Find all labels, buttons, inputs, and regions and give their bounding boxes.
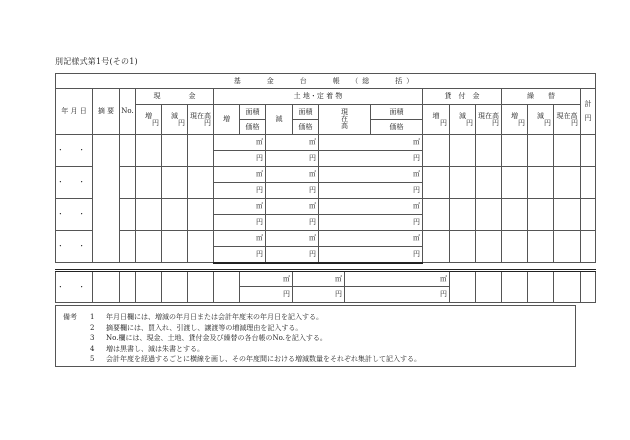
year-divider (56, 263, 596, 271)
land-decrease-area: 面積 (293, 105, 319, 120)
date-cell: ・ ・ (56, 199, 93, 231)
header-summary: 摘 要 (93, 89, 120, 135)
header-row-2 (56, 105, 596, 120)
header-row-1 (56, 89, 596, 105)
header-transfer: 繰 替 (502, 89, 581, 105)
table-row: ・ ・ ㎡ ㎡ ㎡ (56, 231, 596, 247)
note-item: 4 増は黒書し、減は朱書とする。 (90, 344, 204, 353)
table-row: 円 円 円 (56, 183, 596, 199)
notes-label: 備考 (63, 313, 77, 321)
note-item: 5 会計年度を経過するごとに横線を画し、その年度間における増減数量をそれぞれ集計して記入する。 (90, 355, 421, 363)
form-caption: 別記様式第1号(その1) (55, 57, 138, 66)
header-land: 土 地・定 着 物 (214, 89, 423, 105)
table-row: 円 円 円 (56, 287, 596, 303)
loan-balance: 現在高 円 (476, 105, 502, 135)
land-increase-area: 面積 (240, 105, 266, 120)
header-loan: 貸 付 金 (423, 89, 502, 105)
note-item: 2 摘要欄には、買入れ、引渡し、譲渡等の増減理由を記入する。 (90, 323, 303, 332)
note-item: 3 No.欄には、現金、土地、貸付金及び繰替の各台帳のNo.を記入する。 (90, 334, 327, 342)
header-date: 年 月 日 (56, 89, 93, 135)
date-cell: ・ ・ (56, 135, 93, 167)
loan-decrease: 減 円 (450, 105, 476, 135)
table-row: ・ ・ ㎡ ㎡ ㎡ (56, 135, 596, 151)
land-balance-price: 価格 (371, 120, 423, 135)
land-balance-area: 面積 (371, 105, 423, 120)
land-decrease: 減 (266, 105, 293, 135)
loan-increase: 増 円 (423, 105, 450, 135)
header-cash: 現 金 (136, 89, 214, 105)
title-row (56, 74, 596, 89)
summary-cell (93, 135, 120, 263)
cash-increase: 増 円 (136, 105, 162, 135)
header-no: No. (120, 89, 136, 135)
land-increase-price: 価格 (240, 120, 266, 135)
fund-ledger-table (55, 73, 596, 303)
transfer-balance: 現在高 円 (554, 105, 581, 135)
note-item: 1 年月日欄には、増減の年月日または会計年度末の年月日を記入する。 (90, 313, 323, 321)
table-row: 円 円 円 (56, 151, 596, 167)
table-row: 円 円 円 (56, 247, 596, 263)
notes-box (55, 305, 576, 367)
land-increase: 増 (214, 105, 240, 135)
cash-decrease: 減 円 (162, 105, 188, 135)
table-row: 円 円 円 (56, 215, 596, 231)
land-balance: 現 在 高 (319, 105, 371, 135)
notes-list (90, 312, 421, 365)
date-cell: ・ ・ (56, 271, 93, 303)
table-row-year-total: ・ ・ ㎡ ㎡ ㎡ (56, 271, 596, 287)
table-row: ・ ・ ㎡ ㎡ ㎡ (56, 199, 596, 215)
transfer-increase: 増 円 (502, 105, 528, 135)
land-decrease-price: 価格 (293, 120, 319, 135)
header-total: 計 円 (581, 89, 596, 135)
transfer-decrease: 減 円 (528, 105, 554, 135)
cash-balance: 現在高 円 (188, 105, 214, 135)
table-row: ・ ・ ㎡ ㎡ ㎡ (56, 167, 596, 183)
date-cell: ・ ・ (56, 167, 93, 199)
ledger-title: 基 金 台 帳 （総 括） (56, 74, 596, 89)
date-cell: ・ ・ (56, 231, 93, 263)
